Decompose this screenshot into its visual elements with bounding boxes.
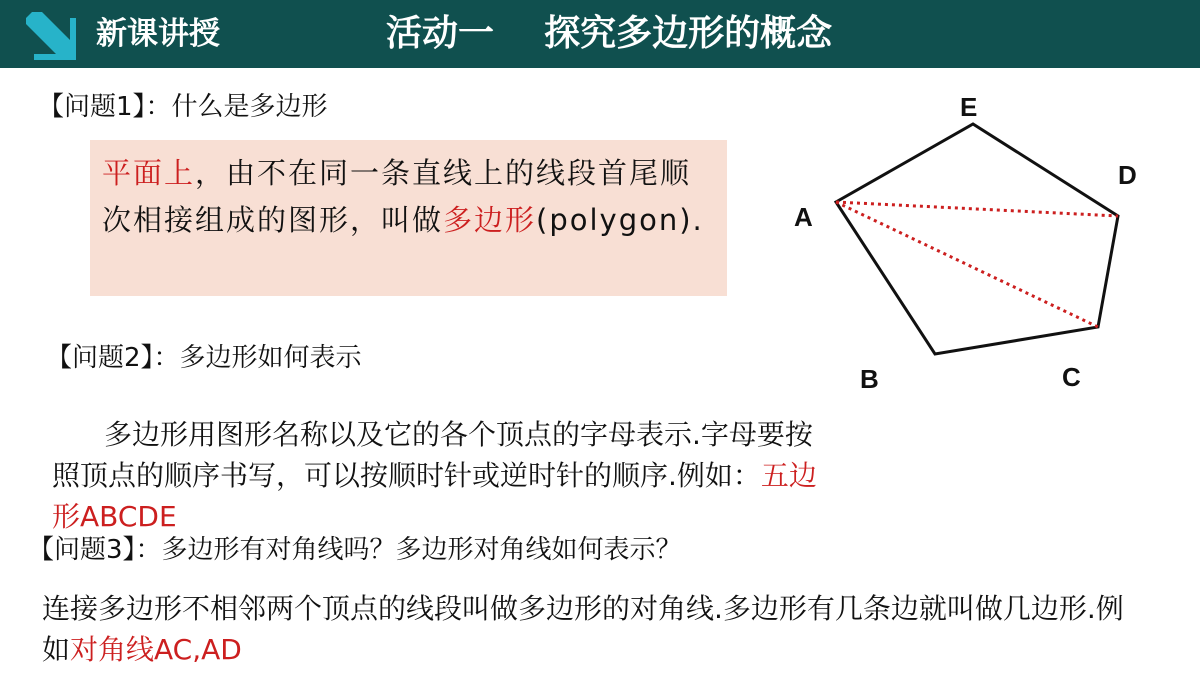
- definition-term: 多边形: [443, 203, 537, 237]
- section-label: 新课讲授: [96, 16, 220, 52]
- vertex-label-c: C: [1062, 362, 1081, 392]
- vertex-label-d: D: [1118, 160, 1137, 190]
- definition-english: (polygon).: [536, 203, 704, 237]
- diagonal-ad: [836, 202, 1118, 216]
- question-2-answer: [52, 414, 832, 537]
- vertex-label-a: A: [794, 202, 813, 232]
- header-bar: [0, 0, 1200, 68]
- pentagon-diagram: [780, 82, 1180, 402]
- question-3-answer: [42, 588, 1142, 670]
- question-3-answer-text: 连接多边形不相邻两个顶点的线段叫做多边形的对角线.多边形有几条边就叫做几边形.例如: [42, 592, 1124, 666]
- question-2-label: 【问题2】：多边形如何表示: [46, 343, 362, 373]
- question-3-example: 对角线AC,AD: [70, 633, 242, 666]
- definition-text: [102, 150, 722, 244]
- question-3-label: 【问题3】：多边形有对角线吗？多边形对角线如何表示？: [28, 535, 682, 565]
- arrow-down-right-icon: [22, 8, 78, 64]
- definition-box: [90, 140, 727, 296]
- question-1-label: 【问题1】：什么是多边形: [38, 92, 328, 122]
- vertex-label-b: B: [860, 364, 879, 394]
- pentagon-outline: [836, 124, 1118, 354]
- page-title: 活动一 探究多边形的概念: [386, 13, 833, 54]
- definition-body: ，由不在同一条直线上的线段首尾顺次相接组成的图形，叫做: [102, 156, 692, 237]
- vertex-label-e: E: [960, 92, 978, 122]
- definition-highlight-plane: 平面上: [102, 156, 196, 190]
- question-2-example: 五边形ABCDE: [52, 459, 817, 533]
- question-2-answer-text: 多边形用图形名称以及它的各个顶点的字母表示.字母要按照顶点的顺序书写，可以按顺时针或逆时针的顺序.例如：: [52, 418, 813, 492]
